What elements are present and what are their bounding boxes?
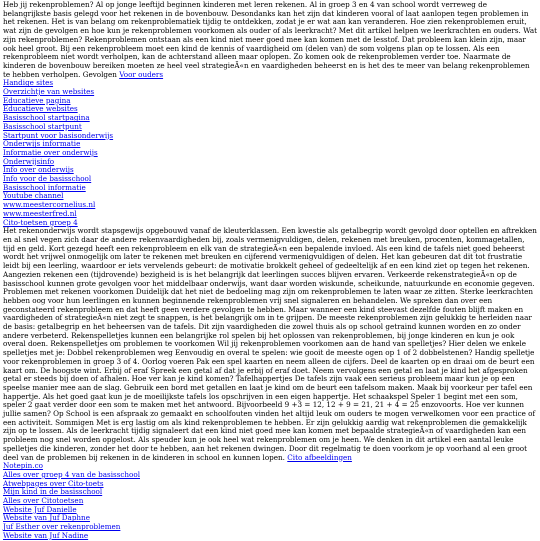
text-link[interactable]: Startpunt voor basisonderwijs (3, 130, 114, 140)
link-item (3, 201, 537, 210)
link-item (3, 88, 537, 97)
link-item (3, 184, 537, 193)
text-link[interactable]: Handige sites (3, 78, 54, 88)
text-link[interactable]: Website van Juf Daphne (3, 513, 90, 523)
text-link[interactable]: Youtube channel (3, 191, 64, 201)
text-link[interactable]: Onderwijsinfo (3, 156, 55, 166)
intro-paragraph (3, 1, 537, 79)
nav-link-list (3, 79, 537, 227)
text-link[interactable]: Website van Juf Nadine (3, 530, 89, 540)
source-prefix: Gevolgen (82, 69, 117, 79)
link-item (3, 132, 537, 141)
text-link[interactable]: www.meesterfred.nl (3, 208, 77, 218)
text-link[interactable]: Atwebpages over Cito-toets (3, 478, 104, 488)
text-link[interactable]: Onderwijs informatie (3, 139, 81, 149)
text-link[interactable]: Informatie over onderwijs (3, 147, 98, 157)
body-paragraph (3, 227, 537, 462)
text-link[interactable]: www.meestercornelius.nl (3, 200, 96, 210)
footer-link-list (3, 462, 537, 540)
text-link[interactable]: Educatieve pagina (3, 95, 71, 105)
text-link[interactable]: Juf Esther over rekenproblemen (3, 522, 121, 532)
link-item (3, 158, 537, 167)
text-link[interactable]: Mijn kind in de basisschool (3, 487, 103, 497)
link-item (3, 497, 537, 506)
text-link[interactable]: Notepin.co (3, 461, 43, 471)
source-link[interactable]: Voor ouders (119, 69, 164, 79)
cito-images-link[interactable]: Cito afbeeldingen (287, 452, 352, 462)
text-link[interactable]: Overzichtje van websites (3, 87, 95, 97)
link-item (3, 149, 537, 158)
text-link[interactable]: Alles over Citotoetsen (3, 496, 84, 506)
intro-text: Heb jij rekenproblemen? Al op jonge leeftijd beginnen kinderen met leren rekenen. Al in groep 3 en 4 van school wordt verreweg de belangrijkste basis gelegd voor het rekenen in de bovenbouw. Desondanks kan het zijn dat kinderen vooral of laat aanlopen tegen problemen in het rekenen. Het is van belang om rekenproblematiek tijdig te ontdekken, zodat je er wat aan kan veranderen. Hoe zien rekenproblemen eruit, wat zijn de gevolgen en hoe kun je rekenproblemen voorkomen als ouder of als leerkracht? Met dit artikel helpen we leerkrachten en ouders. Wat zijn rekenproblemen? Rekenproblemen ontstaan als een kind niet meer goed mee kan komen met de lesstof. Dat probleem kan klein zijn, maar ook heel groot. Bij een rekenprobleem moet een kind de kennis of vaardigheid om (delen van) de som volgens plan op te lossen. Als een rekenprobleem niet wordt verholpen, kan de achterstand alleen maar oplopen. Zo komen ook de rekenproblemen verder toe. Naarmate de kinderen de bovenbouw bereiken moeten ze heel veel strategieÃ«n en vaardigheden beheerst en is het des te meer van belang rekenproblemen te hebben verholpen. (3, 0, 538, 79)
text-link[interactable]: Info over onderwijs (3, 165, 74, 175)
text-link[interactable]: Basisschool informatie (3, 182, 86, 192)
text-link[interactable]: Educatieve websites (3, 104, 78, 114)
link-item (3, 97, 537, 106)
link-item (3, 114, 537, 123)
link-item (3, 532, 537, 541)
text-link[interactable]: Alles over groep 4 van de basisschool (3, 469, 140, 479)
text-link[interactable]: Website Juf Danielle (3, 504, 77, 514)
body-text: Het rekenonderwijs wordt stapsgewijs opgebouwd vanaf de kleuterklassen. Een kwestie als getalbegrip wordt gevolgd door optellen en aftrekken en al snel vegen zich daar de andere rekenvaardigheden bij, zoals vermenigvuldigen, delen, rekenen met breuken, procenten, kommagetallen, tijd en geld. Kort gezegd heeft een rekenprobleem en elk van de strategieÃ«n een bepalende invloed. Als een kind de tafels niet goed beheerst wordt het vrijwel onmogelijk om later te rekenen met breuken en cijferend vermenigvuldigen of delen. Het kan gebeuren dat dit tot frustratie leidt bij een leerling, waardoor er iets vervelends gebeurt: de motivatie brokkelt geheel of gedeeltelijk af en een kind ziet op tegen het rekenen. Aangezien rekenen een (tijdrovende) bezigheid is is het belangrijk dat leerlingen succes blijven ervaren. Verkeerde rekenstrategieÃ«n op de basisschool kunnen grote gevolgen voor het middelbaar onderwijs, want daar worden wiskunde, scheikunde, natuurkunde en economie gegeven. Problemen met rekenen voorkomen Duidelijk dat het niet de bedoeling mag zijn om rekenproblemen te laten waar ze zitten. Sterke leerkrachten hebben oog voor hun leerlingen en kunnen beginnende rekenproblemen vrij snel signaleren en behandelen. We spreken dan over een geconstateerd rekenprobleem en dat heeft geen verdere gevolgen te hebben. Maar wanneer een kind steevast dezelfde fouten blijft maken en vaardigheden of strategieÃ«n niet zegt te snappen, is het belangrijk om in te grijpen. De meeste rekenproblemen zijn gelukkig te herleiden naar de basis: getalbegrip en het beheersen van de tafels. Dit zijn vaardigheden die zowel thuis als op school getraind kunnen worden en zo onder andere verbeterd. Rekenspelletjes kunnen een belangrijke rol spelen bij het oplossen van rekenproblemen, bij jonge kinderen en kun je ook overal doen. Rekenspelletjes om problemen te voorkomen Wil jij rekenproblemen voorkomen aan de hand van spelletjes? Hier delen we enkele spelletjes met je: Dobbel rekenproblemen weg Eenvoudig en overal te spelen: wie gooit de meeste ogen op 1 of 2 dobbelstenen? Handig spelletje voor rekenproblemen in groep 3 of 4. Oorlog voeren Pak een spel kaarten en neem alleen de cijfers. Deel de kaarten op en draai om de beurt een kaart om. De hoogste wint. Erbij of eraf Spreek een getal af dat je erbij of eraf doet. Neem vervolgens een getal en laat je kind het afgesproken getal er steeds bij doen of afhalen. Hoe ver kan je kind komen? Tafelhappertjes De tafels zijn vaak een serieus probleem maar kun je op een speelse manier mee aan de slag. Gebruik een bord met getallen en laat je kind om de beurt een tafelsom maken. Maak bij voorkeur per tafel een happertje. Als het goed gaat kun je de moeilijkste tafels los opschrijven in een eigen happertje. Het schaakspel Speler 1 begint met een som, speler 2 gaat verder door een som te maken met het antwoord. Bijvoorbeeld 9 +3 = 12, 12 + 9 = 21, 21 + 4 = 25 enzovoorts. Hoe ver kunnen jullie samen? Op School is een afspraak zo gemaakt en schoolfouten vinden het altijd leuk om ouders te mogen verwelkomen voor een practice of een activiteit. Sommigen Met is erg lastig om als kind rekenproblemen te hebben. Er zijn gelukkig aardig wat rekenproblemen die gemakkelijk zijn op te lossen. Als de leerkracht tijdig signaleert dat een kind niet goed mee kan komen met bepaalde strategieÃ«n of vaardigheden kan een probleem nog snel worden opgelost. Als speuder kun je ook heel wat rekenproblemen om je heen. We denken in dit artikel een aantal leuke spelletjes die kinderen, zonder het door te hebben, aan het rekenen dwingen. Door dit regelmatig te doen voorkom je op voorhand al een groot deel van de problemen bij rekenen in de kinderen in school en kunnen lopen. (3, 226, 537, 462)
text-link[interactable]: Cito-toetsen groep 4 (3, 217, 78, 227)
text-link[interactable]: Basisschool startpagina (3, 113, 90, 123)
text-link[interactable]: Basisschool startpunt (3, 121, 82, 131)
text-link[interactable]: Info voor de basisschool (3, 174, 92, 184)
link-item (3, 210, 537, 219)
